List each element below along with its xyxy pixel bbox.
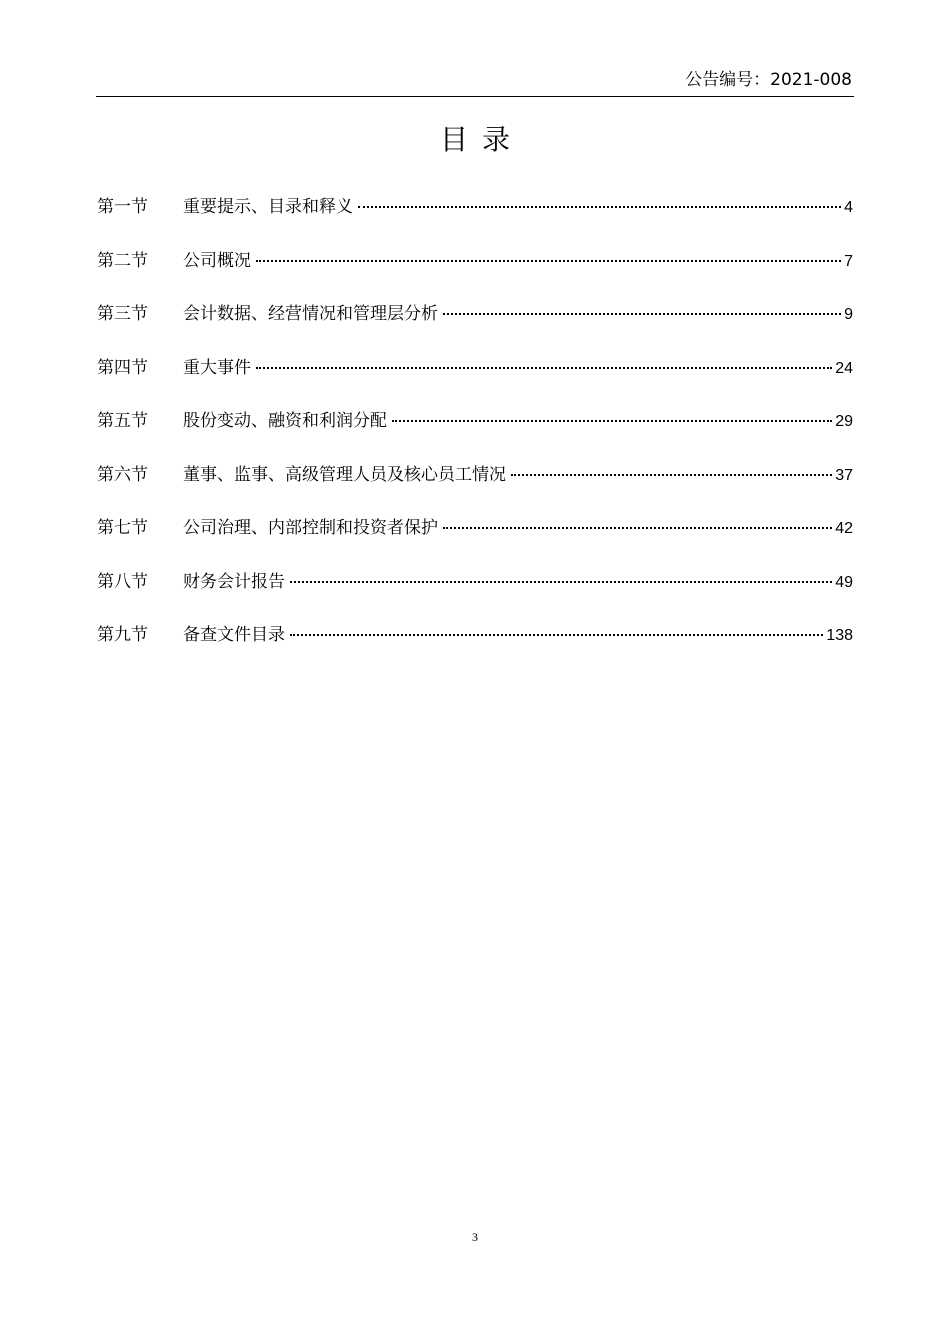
toc-entry[interactable] [97, 353, 853, 407]
toc-dot-leader [290, 581, 832, 583]
toc-section-number: 第二节 [97, 250, 148, 271]
toc-section-number: 第九节 [97, 625, 148, 645]
toc-entry[interactable] [97, 620, 853, 674]
toc-dot-leader [511, 474, 832, 476]
page-header [96, 68, 854, 97]
toc-page-number: 138 [826, 627, 853, 644]
toc-page-number: 7 [844, 252, 853, 270]
toc-entry[interactable] [97, 460, 853, 514]
toc-page-number: 42 [835, 520, 853, 537]
toc-dot-leader [358, 206, 841, 208]
toc-page-number: 37 [835, 466, 853, 484]
toc-dot-leader [290, 634, 823, 636]
toc-section-title: 会计数据、经营情况和管理层分析 [183, 304, 438, 324]
table-of-contents [97, 192, 853, 674]
toc-dot-leader [392, 420, 832, 422]
toc-entry[interactable] [97, 192, 853, 246]
toc-section-title: 备查文件目录 [183, 625, 285, 645]
toc-entry[interactable] [97, 246, 853, 300]
toc-section-title: 董事、监事、高级管理人员及核心员工情况 [183, 464, 506, 485]
toc-section-title: 股份变动、融资和利润分配 [183, 411, 387, 431]
announcement-number: 公告编号：2021-008 [685, 70, 852, 90]
toc-entry[interactable] [97, 567, 853, 621]
toc-section-title: 重要提示、目录和释义 [183, 197, 353, 217]
toc-section-number: 第五节 [97, 411, 148, 431]
toc-section-number: 第一节 [97, 197, 148, 217]
toc-page-number: 24 [835, 359, 853, 377]
toc-entry[interactable] [97, 513, 853, 567]
toc-section-title: 重大事件 [183, 357, 251, 378]
toc-dot-leader [256, 367, 832, 369]
toc-dot-leader [443, 313, 841, 315]
toc-page-number: 9 [844, 306, 853, 323]
toc-section-title: 财务会计报告 [183, 571, 285, 592]
toc-page-number: 4 [844, 199, 853, 216]
toc-section-number: 第七节 [97, 518, 148, 538]
toc-section-number: 第六节 [97, 464, 148, 485]
toc-entry[interactable] [97, 299, 853, 353]
toc-section-number: 第四节 [97, 357, 148, 378]
toc-page-number: 29 [835, 413, 853, 430]
toc-dot-leader [443, 527, 832, 529]
toc-entry[interactable] [97, 406, 853, 460]
toc-section-number: 第八节 [97, 571, 148, 592]
document-title: 目录 [439, 123, 524, 156]
toc-page-number: 49 [835, 573, 853, 591]
toc-section-number: 第三节 [97, 304, 148, 324]
toc-dot-leader [256, 260, 841, 262]
toc-section-title: 公司概况 [183, 250, 251, 271]
toc-section-title: 公司治理、内部控制和投资者保护 [183, 518, 438, 538]
page-number: 3 [472, 1230, 478, 1244]
